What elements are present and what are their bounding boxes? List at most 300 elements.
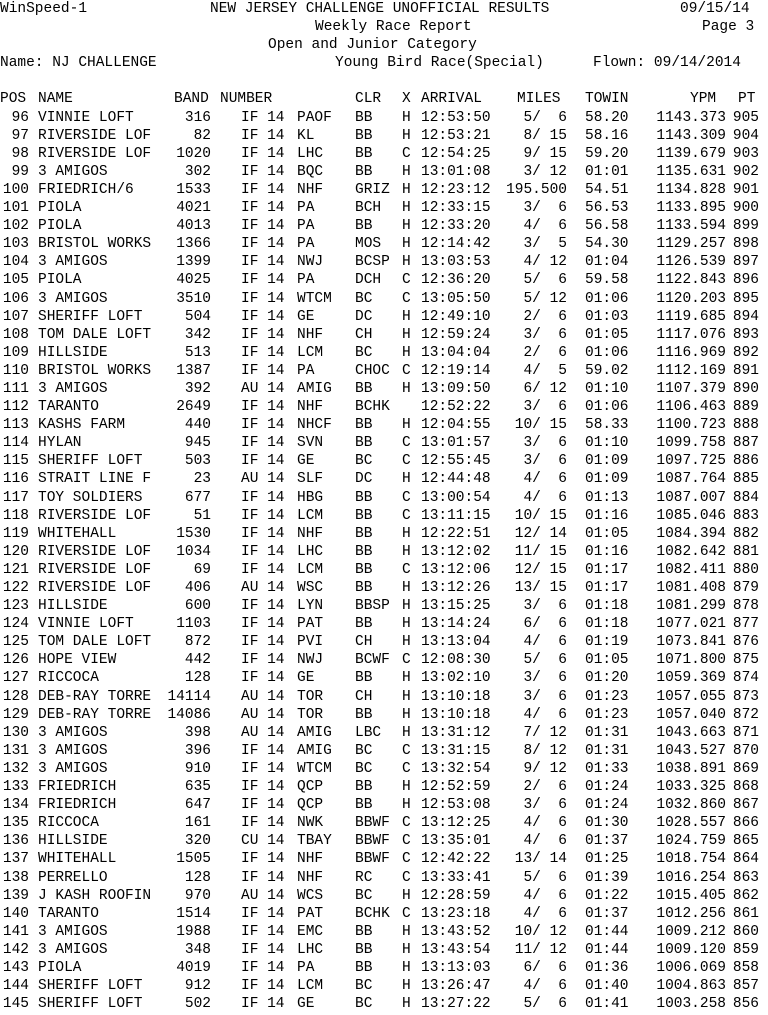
cell-sex: H [402, 543, 411, 560]
cell-pt: 863 [732, 869, 759, 886]
table-row [0, 181, 768, 199]
table-row [0, 869, 768, 887]
cell-towin: 01:05 [585, 525, 629, 542]
cell-band: 82 [193, 127, 211, 144]
cell-pt: 889 [732, 399, 759, 416]
cell-ypm: 1082.642 [656, 543, 726, 560]
cell-name: 3 AMIGOS [38, 941, 108, 958]
cell-miles: 4/ 6 [523, 489, 567, 506]
cell-band: 1020 [176, 145, 211, 162]
cell-sex: H [402, 471, 411, 488]
table-row [0, 416, 768, 434]
cell-ypm: 1126.539 [656, 254, 726, 271]
cell-band-year: IF 14 [241, 905, 285, 922]
cell-arrival: 13:15:25 [421, 598, 491, 615]
cell-miles: 3/ 6 [523, 399, 567, 416]
cell-band: 302 [184, 163, 211, 180]
table-row [0, 905, 768, 923]
cell-name: 3 AMIGOS [38, 290, 108, 307]
cell-club: QCP [297, 797, 324, 814]
cell-band-year: IF 14 [241, 417, 285, 434]
cell-towin: 01:06 [585, 399, 629, 416]
cell-color: BC [355, 887, 373, 904]
cell-miles: 4/ 6 [523, 218, 567, 235]
cell-pos: 118 [2, 507, 29, 524]
cell-pt: 897 [732, 254, 759, 271]
cell-color: BCSP [355, 254, 390, 271]
cell-name: 3 AMIGOS [38, 923, 108, 940]
cell-club: NHF [297, 326, 324, 343]
cell-pt: 875 [732, 652, 759, 669]
cell-ypm: 1003.258 [656, 996, 726, 1013]
cell-ypm: 1012.256 [656, 905, 726, 922]
table-row [0, 525, 768, 543]
cell-band: 910 [184, 760, 211, 777]
cell-arrival: 12:49:10 [421, 308, 491, 325]
table-row [0, 253, 768, 271]
cell-name: 3 AMIGOS [38, 380, 108, 397]
cell-name: 3 AMIGOS [38, 724, 108, 741]
col-towin: TOWIN [585, 91, 629, 108]
cell-pt: 891 [732, 362, 759, 379]
cell-ypm: 1004.863 [656, 978, 726, 995]
cell-ypm: 1033.325 [656, 779, 726, 796]
cell-towin: 01:44 [585, 941, 629, 958]
table-row [0, 326, 768, 344]
cell-arrival: 13:05:50 [421, 290, 491, 307]
col-ypm: YPM [690, 91, 717, 108]
cell-club: GE [297, 996, 315, 1013]
cell-miles: 4/ 6 [523, 905, 567, 922]
cell-club: BQC [297, 163, 324, 180]
cell-club: HBG [297, 489, 324, 506]
cell-club: PA [297, 218, 315, 235]
cell-name: RIVERSIDE LOF [38, 561, 152, 578]
cell-band: 1399 [176, 254, 211, 271]
cell-miles: 4/ 6 [523, 978, 567, 995]
cell-club: LCM [297, 507, 324, 524]
cell-band: 4025 [176, 272, 211, 289]
cell-band-year: AU 14 [241, 724, 285, 741]
cell-name: VINNIE LOFT [38, 616, 134, 633]
table-row [0, 163, 768, 181]
cell-club: GE [297, 308, 315, 325]
cell-color: BB [355, 417, 373, 434]
cell-sex: C [402, 435, 411, 452]
cell-band: 1034 [176, 543, 211, 560]
cell-arrival: 12:55:45 [421, 453, 491, 470]
cell-name: HILLSIDE [38, 598, 108, 615]
cell-club: NHF [297, 851, 324, 868]
cell-pt: 893 [732, 326, 759, 343]
cell-arrival: 13:12:25 [421, 815, 491, 832]
cell-sex: H [402, 941, 411, 958]
cell-pos: 135 [2, 815, 29, 832]
cell-color: MOS [355, 236, 382, 253]
header-line-3 [0, 36, 768, 54]
cell-band-year: IF 14 [241, 634, 285, 651]
cell-band: 316 [184, 109, 211, 126]
cell-club: NWK [297, 815, 324, 832]
cell-club: LCM [297, 344, 324, 361]
race-name: Young Bird Race(Special) [335, 55, 544, 72]
cell-club: NWJ [297, 652, 324, 669]
table-row [0, 887, 768, 905]
cell-towin: 59.58 [585, 272, 629, 289]
cell-pt: 898 [732, 236, 759, 253]
cell-arrival: 13:35:01 [421, 833, 491, 850]
table-row [0, 923, 768, 941]
cell-arrival: 13:12:02 [421, 543, 491, 560]
cell-name: RIVERSIDE LOF [38, 127, 152, 144]
cell-club: NHF [297, 181, 324, 198]
cell-club: NHF [297, 869, 324, 886]
cell-band: 4019 [176, 959, 211, 976]
table-row [0, 995, 768, 1013]
cell-pos: 98 [11, 145, 29, 162]
cell-sex: C [402, 742, 411, 759]
cell-pos: 126 [2, 652, 29, 669]
cell-club: AMIG [297, 724, 332, 741]
table-row [0, 271, 768, 289]
table-row [0, 706, 768, 724]
cell-club: SLF [297, 471, 324, 488]
cell-band: 128 [184, 670, 211, 687]
cell-pt: 888 [732, 417, 759, 434]
cell-name: RIVERSIDE LOF [38, 543, 152, 560]
cell-towin: 01:16 [585, 507, 629, 524]
cell-arrival: 13:43:54 [421, 941, 491, 958]
cell-club: WCS [297, 887, 324, 904]
cell-pt: 894 [732, 308, 759, 325]
cell-pt: 905 [732, 109, 759, 126]
cell-pt: 876 [732, 634, 759, 651]
cell-pos: 113 [2, 417, 29, 434]
cell-pos: 133 [2, 779, 29, 796]
table-row [0, 742, 768, 760]
cell-pos: 138 [2, 869, 29, 886]
cell-arrival: 13:31:12 [421, 724, 491, 741]
cell-arrival: 12:36:20 [421, 272, 491, 289]
cell-miles: 9/ 15 [523, 145, 567, 162]
cell-name: SHERIFF LOFT [38, 453, 143, 470]
cell-band-year: IF 14 [241, 200, 285, 217]
cell-towin: 01:22 [585, 887, 629, 904]
col-pt: PT [738, 91, 756, 108]
spacer [0, 72, 768, 90]
cell-ypm: 1084.394 [656, 525, 726, 542]
cell-band: 1505 [176, 851, 211, 868]
cell-ypm: 1116.969 [656, 344, 726, 361]
cell-band-year: IF 14 [241, 181, 285, 198]
cell-band: 1387 [176, 362, 211, 379]
cell-ypm: 1139.679 [656, 145, 726, 162]
cell-pos: 134 [2, 797, 29, 814]
cell-towin: 01:18 [585, 598, 629, 615]
cell-color: BB [355, 670, 373, 687]
cell-towin: 01:23 [585, 706, 629, 723]
table-row [0, 109, 768, 127]
cell-band: 677 [184, 489, 211, 506]
cell-pos: 141 [2, 923, 29, 940]
cell-miles: 3/ 6 [523, 688, 567, 705]
cell-pt: 856 [732, 996, 759, 1013]
cell-sex: C [402, 362, 411, 379]
cell-miles: 5/ 6 [523, 109, 567, 126]
table-row [0, 760, 768, 778]
cell-ypm: 1043.663 [656, 724, 726, 741]
report-title: NEW JERSEY CHALLENGE UNOFFICIAL RESULTS [210, 1, 550, 17]
cell-ypm: 1016.254 [656, 869, 726, 886]
cell-name: KASHS FARM [38, 417, 126, 434]
cell-arrival: 13:04:04 [421, 344, 491, 361]
cell-band: 503 [184, 453, 211, 470]
cell-band: 635 [184, 779, 211, 796]
cell-name: RIVERSIDE LOF [38, 145, 152, 162]
cell-pos: 145 [2, 996, 29, 1013]
cell-miles: 13/ 15 [514, 580, 567, 596]
cell-arrival: 12:42:22 [421, 851, 491, 868]
cell-club: GE [297, 670, 315, 687]
cell-club: GE [297, 453, 315, 470]
cell-name: PIOLA [38, 959, 82, 976]
cell-miles: 2/ 6 [523, 779, 567, 796]
cell-name: 3 AMIGOS [38, 163, 108, 180]
cell-sex: C [402, 869, 411, 886]
cell-band-year: IF 14 [241, 923, 285, 940]
cell-sex: H [402, 308, 411, 325]
cell-arrival: 12:54:25 [421, 145, 491, 162]
cell-club: NHF [297, 525, 324, 542]
cell-arrival: 13:12:06 [421, 561, 491, 578]
cell-towin: 01:39 [585, 869, 629, 886]
cell-band-year: IF 14 [241, 127, 285, 144]
cell-towin: 01:30 [585, 815, 629, 832]
cell-pos: 131 [2, 742, 29, 759]
cell-towin: 01:16 [585, 543, 629, 560]
cell-pt: 864 [732, 851, 759, 868]
cell-towin: 01:24 [585, 779, 629, 796]
cell-color: BC [355, 996, 373, 1013]
cell-pos: 114 [2, 435, 29, 452]
cell-miles: 10/ 15 [514, 507, 567, 524]
cell-band-year: IF 14 [241, 869, 285, 886]
cell-color: BCWF [355, 652, 390, 669]
cell-pos: 99 [11, 163, 29, 180]
cell-towin: 01:06 [585, 290, 629, 307]
cell-pos: 136 [2, 833, 29, 850]
cell-band-year: IF 14 [241, 779, 285, 796]
cell-ypm: 1143.373 [656, 109, 726, 126]
cell-arrival: 13:32:54 [421, 760, 491, 777]
cell-color: BB [355, 507, 373, 524]
cell-ypm: 1143.309 [656, 127, 726, 144]
cell-arrival: 12:23:12 [421, 181, 491, 198]
cell-club: NHCF [297, 417, 332, 434]
cell-pos: 106 [2, 290, 29, 307]
cell-miles: 6/ 6 [523, 616, 567, 633]
cell-sex: H [402, 380, 411, 397]
cell-sex: C [402, 833, 411, 850]
cell-band: 342 [184, 326, 211, 343]
cell-pos: 105 [2, 272, 29, 289]
cell-pos: 110 [2, 362, 29, 379]
cell-club: LCM [297, 561, 324, 578]
cell-ypm: 1028.557 [656, 815, 726, 832]
cell-miles: 3/ 6 [523, 435, 567, 452]
cell-miles: 4/ 6 [523, 815, 567, 832]
cell-name: WHITEHALL [38, 851, 117, 868]
table-row [0, 724, 768, 742]
cell-towin: 56.53 [585, 200, 629, 217]
cell-arrival: 13:01:08 [421, 163, 491, 180]
cell-club: AMIG [297, 742, 332, 759]
cell-name: WHITEHALL [38, 525, 117, 542]
cell-pos: 137 [2, 851, 29, 868]
col-band: BAND [174, 91, 209, 108]
table-row [0, 145, 768, 163]
cell-color: BC [355, 742, 373, 759]
table-row [0, 489, 768, 507]
cell-sex: C [402, 145, 411, 162]
cell-pos: 112 [2, 399, 29, 416]
cell-arrival: 12:53:50 [421, 109, 491, 126]
cell-band-year: IF 14 [241, 109, 285, 126]
cell-sex: H [402, 978, 411, 995]
table-row [0, 977, 768, 995]
cell-club: EMC [297, 923, 324, 940]
cell-towin: 59.02 [585, 362, 629, 379]
cell-miles: 4/ 6 [523, 887, 567, 904]
cell-sex: H [402, 254, 411, 271]
cell-band-year: IF 14 [241, 145, 285, 162]
cell-band: 398 [184, 724, 211, 741]
cell-miles: 12/ 14 [514, 525, 567, 542]
cell-color: BB [355, 163, 373, 180]
cell-color: BB [355, 525, 373, 542]
cell-band-year: IF 14 [241, 525, 285, 542]
cell-sex: H [402, 779, 411, 796]
cell-miles: 3/ 6 [523, 598, 567, 615]
cell-sex: H [402, 670, 411, 687]
cell-name: VINNIE LOFT [38, 109, 134, 126]
cell-color: BC [355, 760, 373, 777]
cell-band-year: IF 14 [241, 959, 285, 976]
cell-color: GRIZ [355, 181, 390, 198]
cell-club: PA [297, 200, 315, 217]
cell-pos: 130 [2, 724, 29, 741]
cell-band-year: IF 14 [241, 344, 285, 361]
cell-towin: 01:44 [585, 923, 629, 940]
cell-color: CHOC [355, 362, 390, 379]
cell-pt: 896 [732, 272, 759, 289]
cell-miles: 9/ 12 [523, 760, 567, 777]
cell-sex: H [402, 616, 411, 633]
cell-band-year: IF 14 [241, 978, 285, 995]
cell-pt: 902 [732, 163, 759, 180]
cell-sex: H [402, 127, 411, 144]
cell-band: 647 [184, 797, 211, 814]
cell-club: PAT [297, 905, 324, 922]
cell-band-year: AU 14 [241, 580, 285, 596]
cell-band-year: IF 14 [241, 489, 285, 506]
cell-miles: 5/ 6 [523, 869, 567, 886]
cell-ypm: 1018.754 [656, 851, 726, 868]
cell-miles: 5/ 12 [523, 290, 567, 307]
cell-ypm: 1117.076 [656, 326, 726, 343]
cell-arrival: 12:28:59 [421, 887, 491, 904]
cell-color: BB [355, 923, 373, 940]
cell-band: 1514 [176, 905, 211, 922]
cell-arrival: 12:33:15 [421, 200, 491, 217]
cell-club: LHC [297, 543, 324, 560]
cell-band-year: IF 14 [241, 996, 285, 1013]
cell-pos: 143 [2, 959, 29, 976]
cell-band: 912 [184, 978, 211, 995]
table-row [0, 814, 768, 832]
table-row [0, 127, 768, 145]
cell-club: LCM [297, 978, 324, 995]
cell-arrival: 12:53:21 [421, 127, 491, 144]
name-label: Name: NJ CHALLENGE [0, 55, 157, 72]
cell-miles: 5/ 6 [523, 272, 567, 289]
cell-pos: 116 [2, 471, 29, 488]
cell-band-year: IF 14 [241, 652, 285, 669]
header-line-1 [0, 0, 768, 18]
cell-miles: 4/ 6 [523, 706, 567, 723]
table-row [0, 941, 768, 959]
cell-band-year: IF 14 [241, 941, 285, 958]
cell-ypm: 1082.411 [656, 561, 726, 578]
cell-miles: 2/ 6 [523, 308, 567, 325]
cell-name: HILLSIDE [38, 833, 108, 850]
cell-towin: 59.20 [585, 145, 629, 162]
cell-band-year: IF 14 [241, 435, 285, 452]
cell-band-year: IF 14 [241, 290, 285, 307]
cell-towin: 01:40 [585, 978, 629, 995]
cell-arrival: 13:13:03 [421, 959, 491, 976]
cell-band: 396 [184, 742, 211, 759]
table-row [0, 561, 768, 579]
cell-name: SHERIFF LOFT [38, 308, 143, 325]
cell-towin: 01:06 [585, 344, 629, 361]
cell-name: TOM DALE LOFT [38, 634, 152, 651]
cell-pos: 97 [11, 127, 29, 144]
cell-club: SVN [297, 435, 324, 452]
cell-band: 3510 [176, 290, 211, 307]
cell-sex: C [402, 760, 411, 777]
cell-towin: 01:33 [585, 760, 629, 777]
cell-miles: 8/ 15 [523, 127, 567, 144]
cell-arrival: 13:26:47 [421, 978, 491, 995]
cell-band-year: IF 14 [241, 254, 285, 271]
cell-miles: 10/ 15 [514, 417, 567, 434]
cell-miles: 8/ 12 [523, 742, 567, 759]
cell-arrival: 13:27:22 [421, 996, 491, 1013]
cell-color: LBC [355, 724, 382, 741]
cell-name: TARANTO [38, 905, 99, 922]
cell-pos: 139 [2, 887, 29, 904]
cell-color: BB [355, 109, 373, 126]
cell-sex: H [402, 634, 411, 651]
cell-ypm: 1119.685 [656, 308, 726, 325]
cell-club: PAOF [297, 109, 332, 126]
cell-band: 970 [184, 887, 211, 904]
cell-band-year: IF 14 [241, 543, 285, 560]
cell-ypm: 1120.203 [656, 290, 726, 307]
cell-towin: 01:24 [585, 797, 629, 814]
cell-color: BB [355, 959, 373, 976]
